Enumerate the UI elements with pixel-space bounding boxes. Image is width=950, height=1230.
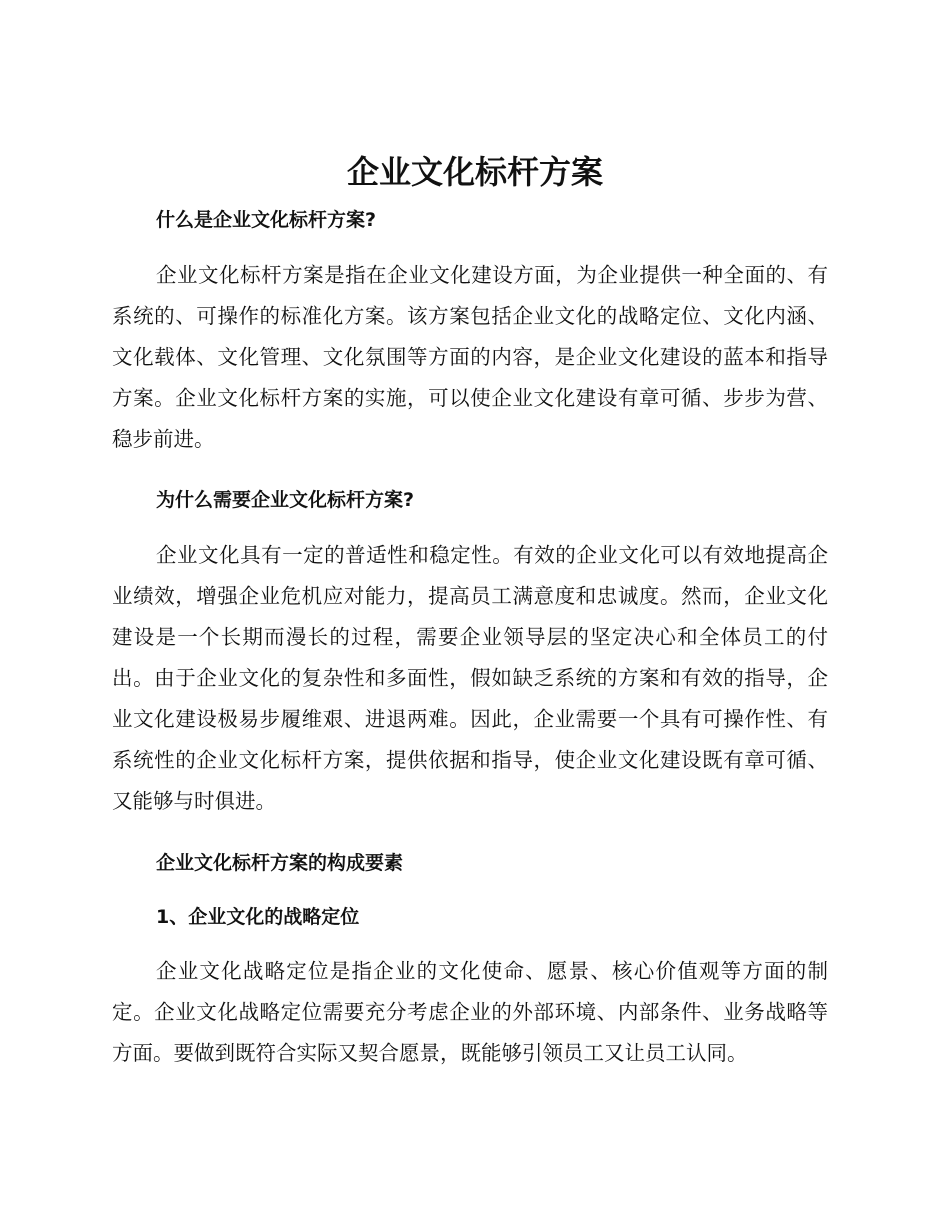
section-heading-strategic-positioning: 1、企业文化的战略定位 [156,906,360,928]
section-paragraph-strategic-positioning: 企业文化战略定位是指企业的文化使命、愿景、核心价值观等方面的制定。企业文化战略定位需要充分考虑企业的外部环境、内部条件、业务战略等方面。要做到既符合实际又契合愿景，既能够引领员工又让员工认同。 [112,959,828,1065]
section-paragraph-what-is: 企业文化标杆方案是指在企业文化建设方面，为企业提供一种全面的、有系统的、可操作的标准化方案。该方案包括企业文化的战略定位、文化内涵、文化载体、文化管理、文化氛围等方面的内容，是企业文化建设的蓝本和指导方案。企业文化标杆方案的实施，可以使企业文化建设有章可循、步步为营、稳步前进。 [112,263,828,451]
document-title: 企业文化标杆方案 [346,153,603,191]
section-heading-components: 企业文化标杆方案的构成要素 [156,852,404,874]
section-heading-why-needed: 为什么需要企业文化标杆方案? [156,489,415,511]
section-heading-what-is: 什么是企业文化标杆方案? [156,209,377,231]
section-paragraph-why-needed: 企业文化具有一定的普适性和稳定性。有效的企业文化可以有效地提高企业绩效，增强企业危机应对能力，提高员工满意度和忠诚度。然而，企业文化建设是一个长期而漫长的过程，需要企业领导层的坚定决心和全体员工的付出。由于企业文化的复杂性和多面性，假如缺乏系统的方案和有效的指导，企业文化建设极易步履维艰、进退两难。因此，企业需要一个具有可操作性、有系统性的企业文化标杆方案，提供依据和指导，使企业文化建设既有章可循、又能够与时俱进。 [112,543,828,813]
